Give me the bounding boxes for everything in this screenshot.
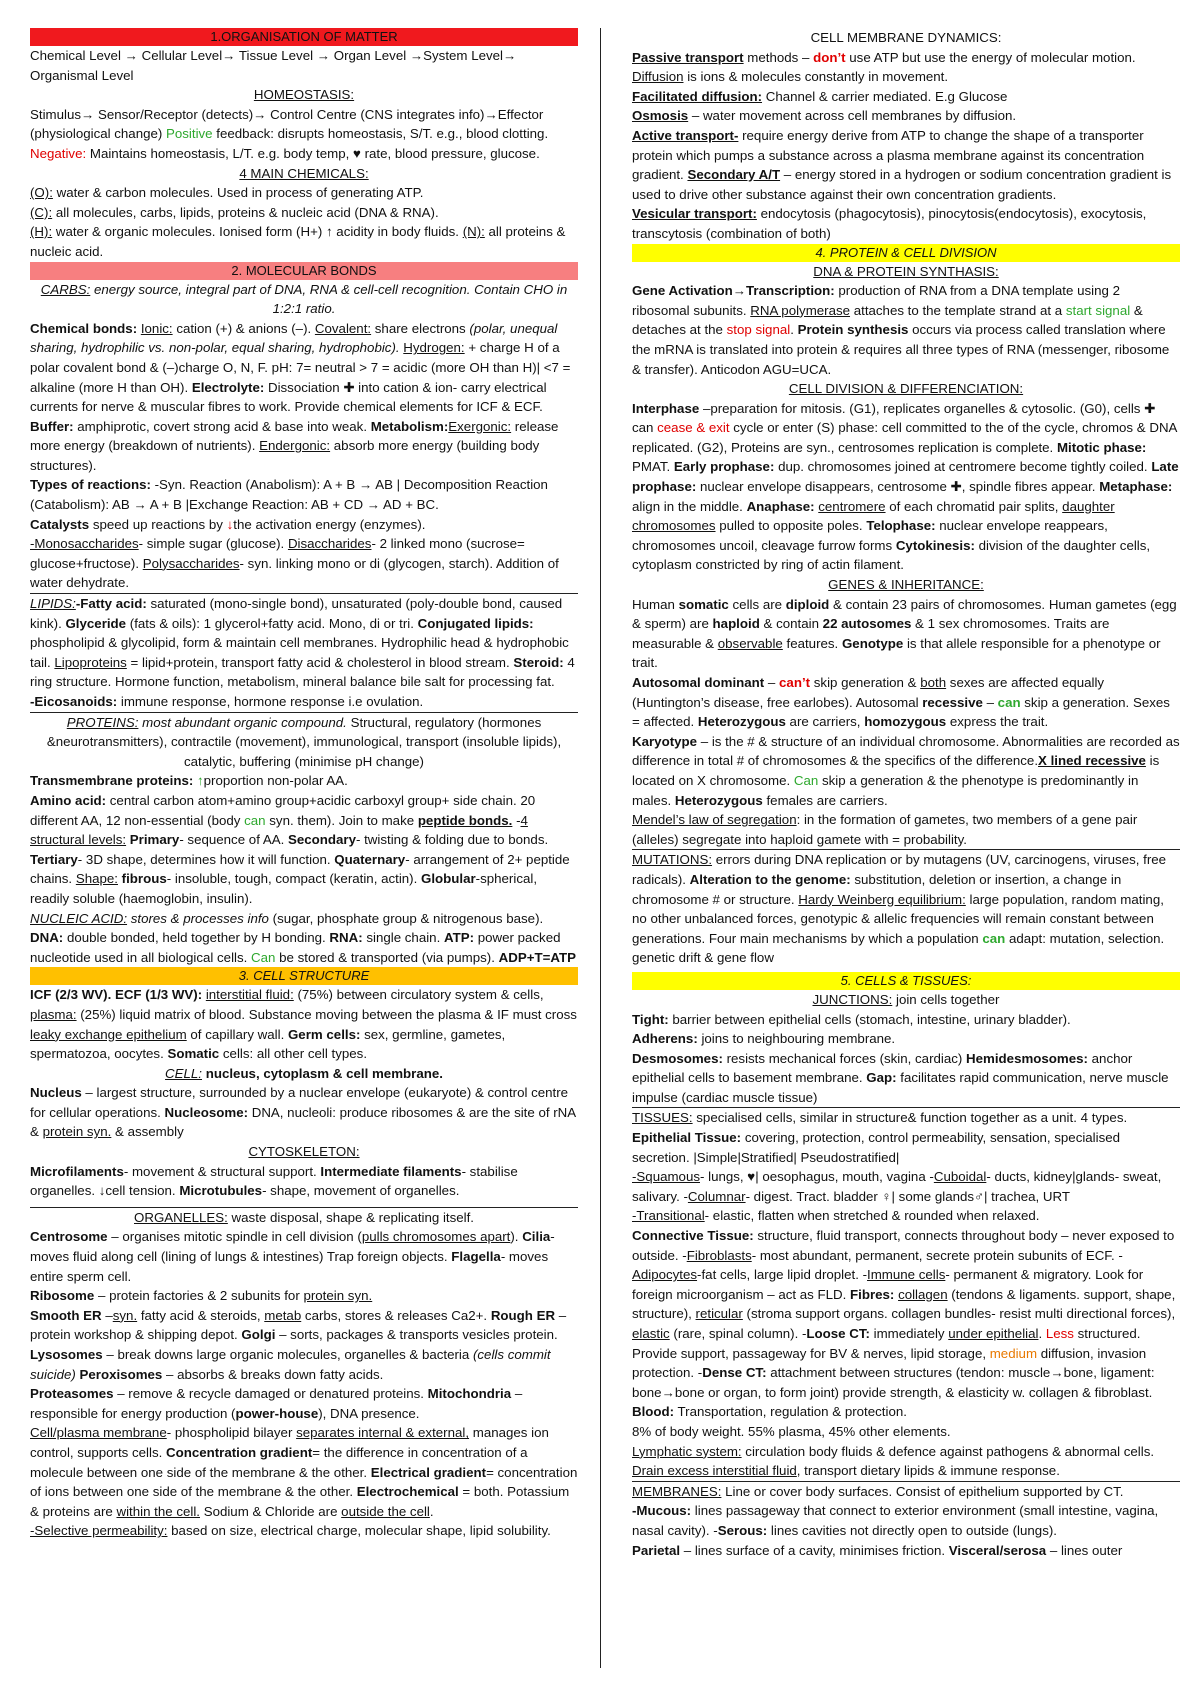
section-heading-molecular-bonds: 2. MOLECULAR BONDS: [30, 262, 578, 280]
cytoskeleton-paragraph: Microfilaments- movement & structural support. Intermediate filaments- stabilise organelles. ↓cell tension. Microtubules- shape, movement of organelles.: [30, 1163, 518, 1199]
cell-heading: CELL: nucleus, cytoplasm & cell membrane.: [165, 1065, 443, 1081]
right-column: [632, 28, 1180, 1560]
homeostasis-paragraph: Stimulus→ Sensor/Receptor (detects)→ Control Centre (CNS integrates info)→Effector (physiological change) Positive feedback: disrupts homeostasis, S/T. e.g., blood clotting. Negative: Maintains homeostasis, L/T. e.g. body temp, ♥ rate, blood pressure, glucose.: [30, 106, 549, 161]
organelles-paragraph: Centrosome – organises mitotic spindle in cell division (pulls chromosomes apart). Cilia- moves fluid along cell (lining of lungs & intestines) Trap foreign objects. Flagella- moves entire sperm cell. Ribosome – protein factories & 2 subunits for protein syn. Smooth ER –syn. fatty acid & steroids, metab carbs, stores & releases Ca2+. Rough ER – protein workshop & shipping depot. Golgi – sorts, packages & transports vesicles protein. Lysosomes – break downs large organic molecules, organelles & bacteria (cells commit suicide) Peroxisomes – absorbs & breaks down fatty acids. Proteasomes – remove & recycle damaged or denatured proteins. Mitochondria – responsible for energy production (power-house), DNA presence. Cell/plasma membrane- phospholipid bilayer separates internal & external, manages ion control, supports cells. Concentration gradient= the difference in concentration of a molecule between one side of the membrane & the other. Electrical gradient= concentration of ions between one side of the membrane & the other. Electrochemical = both. Potassium & proteins are within the cell. Sodium & Chloride are outside the cell. -Selective permeability: based on size, electrical charge, molecular shape, lipid solubility.: [30, 1229, 578, 1539]
carbs-paragraph: CARBS: energy source, integral part of DNA, RNA & cell-cell recognition. Contain CHO in 1:2:1 ratio.: [40, 281, 568, 317]
homeostasis-heading: HOMEOSTASIS:: [253, 87, 355, 103]
proteins-intro: PROTEINS: most abundant organic compound. Structural, regulatory (hormones &neurotransmitters), contractile (movement), immunological, transport (insoluble lipids), catalytic, buffering (minimise pH change): [46, 714, 562, 769]
junctions-paragraph: Tight: barrier between epithelial cells (stomach, intestine, urinary bladder). Adherens: joins to neighbouring membrane. Desmosomes: resists mechanical forces (skin, cardiac) Hemidesmosomes: anchor epithelial cells to basement membrane. Gap: facilitates rapid communication, nerve muscle impulse (cardiac muscle tissue): [632, 1011, 1169, 1105]
cell-division-heading: CELL DIVISION & DIFFERENCIATION:: [788, 381, 1024, 397]
cell-structure-paragraph: ICF (2/3 WV). ECF (1/3 WV): interstitial fluid: (75%) between circulatory system & cells, plasma: (25%) liquid matrix of blood. Substance moving between the plasma & IF must cross leaky exchange epithelium of capillary wall. Germ cells: sex, germline, gametes, spermatozoa, oocytes. Somatic cells: all other cell types.: [30, 987, 577, 1062]
genes-paragraph: Human somatic cells are diploid & contain 23 pairs of chromosomes. Human gametes (egg & sperm) are haploid & contain 22 autosomes & 1 sex chromosomes. Traits are measurable & observable features. Genotype is that allele responsible for a phenotype or trait. Autosomal dominant – can’t skip generation & both sexes are affected equally (Huntington’s disease, free earlobes). Autosomal recessive – can skip a generation. Sexes = affected. Heterozygous are carriers, homozygous express the trait. Karyotype – is the # & structure of an individual chromosome. Abnormalities are recorded as difference in total # of chromosomes & the specifics of the difference.X lined recessive is located on X chromosome. Can skip a generation & the phenotype is predominantly in males. Heterozygous females are carriers. Mendel’s law of segregation: in the formation of gametes, two members of a gene pair (alleles) segregate into haploid gamete with = probability.: [632, 596, 1180, 847]
organisation-levels: Chemical Level → Cellular Level→ Tissue Level → Organ Level →System Level→ Organismal Level: [30, 48, 517, 83]
lipids-block: [30, 593, 578, 712]
main-chemicals-heading: 4 MAIN CHEMICALS:: [239, 165, 369, 181]
membranes-block: [632, 1481, 1180, 1560]
section-heading-cell-structure: 3. CELL STRUCTURE: [30, 967, 578, 985]
tissues-paragraph: TISSUES: specialised cells, similar in structure& function together as a unit. 4 types. Epithelial Tissue: covering, protection, control permeability, sensation, specialised secretion. |Simple|Stratified| Pseudostratified| -Squamous- lungs, ♥| oesophagus, mouth, vagina -Cuboidal- ducts, kidney|glands- sweat, salivary. -Columnar- digest. Tract. bladder ♀| some glands♂| trachea, URT -Transitional- elastic, flatten when stretched & rounded when relaxed. Connective Tissue: structure, fluid transport, connects throughout body – never exposed to outside. -Fibroblasts- most abundant, permanent, secrete protein subunits of ECF. -Adipocytes-fat cells, large lipid droplet. -Immune cells- permanent & migratory. Look for foreign microorganism – act as FLD. Fibres: collagen (tendons & ligaments. support, shape, structure), reticular (stroma support organs. collagen bundles- resist multi directional forces), elastic (rare, spinal column). -Loose CT: immediately under epithelial. Less structured. Provide support, passageway for BV & nerves, lipid storage, medium diffusion, invasion protection. -Dense CT: attachment between structures (tendon: muscle→bone, ligament: bone→bone or organ, to form joint) provide strength, & elasticity w. collagen & fibroblast. Blood: Transportation, regulation & protection. 8% of body weight. 55% plasma, 45% other elements. Lymphatic system: circulation body fluids & defence against pathogens & abnormal cells. Drain excess interstitial fluid, transport dietary lipids & immune response.: [632, 1110, 1176, 1479]
dna-synthesis-paragraph: Gene Activation→Transcription: production of RNA from a DNA template using 2 ribosomal subunits. RNA polymerase attaches to the template strand at a start signal & detaches at the stop signal. Protein synthesis occurs via process called translation where the mRNA is translated into protein & requires all three types of RNA (messenger, ribosome & transfer). Anticodon AGU=UCA.: [632, 283, 1170, 377]
cell-division-paragraph: Interphase –preparation for mitosis. (G1), replicates organelles & cytosolic. (G0), cells ✚ can cease & exit cycle or enter (S) phase: cell committed to the of the cycle, chromos & DNA replicated. (G2), Proteins are syn., centrosomes replication is complete. Mitotic phase: PMAT. Early prophase: dup. chromosomes joined at centromere become tightly coiled. Late prophase: nuclear envelope disappears, centrosome ✚, spindle fibres appear. Metaphase: align in the middle. Anaphase: centromere of each chromatid pair splits, daughter chromosomes pulled to opposite poles. Telophase: nuclear envelope reappears, chromosomes uncoil, cleavage furrow forms Cytokinesis: division of the daughter cells, cytoplasm constricted by ring of actin filament.: [632, 400, 1179, 573]
organelles-block: [30, 1207, 578, 1541]
section-heading-cells-tissues: 5. CELLS & TISSUES:: [632, 972, 1180, 990]
proteins-block: [30, 712, 578, 968]
column-divider: [600, 28, 601, 1668]
mutations-block: [632, 849, 1180, 968]
organelles-heading: ORGANELLES: waste disposal, shape & replicating itself.: [134, 1209, 474, 1225]
chemical-bonds-paragraph: Chemical bonds: Ionic: cation (+) & anions (–). Covalent: share electrons (polar, unequal sharing, hydrophilic vs. non-polar, equal sharing, hydrophobic). Hydrogen: + charge H of a polar covalent bond & (–)charge O, N, F. pH: 7= neutral > 7 = acidic (more OH than H)| <7 = alkaline (more H than OH). Electrolyte: Dissociation ✚ into cation & ion- carry electrical currents for nerve & muscular fibres to work. Provide chemical elements for ICF & ECF. Buffer: amphiprotic, covert strong acid & base into weak. Metabolism:Exergonic: release more energy (breakdown of nutrients). Endergonic: absorb more energy (building body structures). Types of reactions: -Syn. Reaction (Anabolism): A + B → AB | Decomposition Reaction (Catabolism): AB → A + B |Exchange Reaction: AB + CD → AD + BC. Catalysts speed up reactions by ↓the activation energy (enzymes). -Monosaccharides- simple sugar (glucose). Disaccharides- 2 linked mono (sucrose= glucose+fructose). Polysaccharides- syn. linking mono or di (glycogen, starch). Addition of water dehydrate.: [30, 320, 571, 591]
membrane-dynamics-paragraph: Passive transport methods – don’t use ATP but use the energy of molecular motion. Diffusion is ions & molecules constantly in movement. Facilitated diffusion: Channel & carrier mediated. E.g Glucose Osmosis – water movement across cell membranes by diffusion. Active transport- require energy derive from ATP to change the shape of a transporter protein which pumps a substance across a plasma membrane against its concentration gradient. Secondary A/T – energy stored in a hydrogen or sodium concentration gradient is used to drive other substance against their own concentration gradients. Vesicular transport: endocytosis (phagocytosis), pinocytosis(endocytosis), exocytosis, transcytosis (combination of both): [632, 49, 1172, 241]
mutations-paragraph: MUTATIONS: errors during DNA replication or by mutagens (UV, carcinogens, viruses, free radicals). Alteration to the genome: substitution, deletion or insertion, a change in chromosome # or structure. Hardy Weinberg equilibrium: large population, random mating, no other unbalanced forces, genotypic & allelic frequencies will remain constant between generations. Four main mechanisms by which a population can adapt: mutation, selection. genetic drift & gene flow: [632, 852, 1167, 966]
chemicals-paragraph: (O): water & carbon molecules. Used in process of generating ATP. (C): all molecules, carbs, lipids, proteins & nucleic acid (DNA & RNA). (H): water & organic molecules. Ionised form (H+) ↑ acidity in body fluids. (N): all proteins & nucleic acid.: [30, 185, 566, 259]
lipids-paragraph: LIPIDS:-Fatty acid: saturated (mono-single bond), unsaturated (poly-double bond, caused kink). Glyceride (fats & oils): 1 glycerol+fatty acid. Mono, di or tri. Conjugated lipids: phospholipid & glycolipid, form & maintain cell membranes. Hydrophilic head & hydrophobic tail. Lipoproteins = lipid+protein, transport fatty acid & cholesterol in blood stream. Steroid: 4 ring structure. Hormone function, metabolism, mineral balance bile salt for processing fat. -Eicosanoids: immune response, hormone response i.e ovulation.: [30, 596, 575, 709]
genes-heading: GENES & INHERITANCE:: [828, 577, 984, 593]
proteins-paragraph: Transmembrane proteins: ↑proportion non-polar AA. Amino acid: central carbon atom+amino group+acidic carboxyl group+ side chain. 20 different AA, 12 non-essential (body can syn. them). Join to make peptide bonds. -4 structural levels: Primary- sequence of AA. Secondary- twisting & folding due to bonds. Tertiary- 3D shape, determines how it will function. Quaternary- arrangement of 2+ peptide chains. Shape: fibrous- insoluble, tough, compact (keratin, actin). Globular-spherical, readily soluble (haemoglobin, insulin). NUCLEIC ACID: stores & processes info (sugar, phosphate group & nitrogenous base). DNA: double bonded, held together by H bonding. RNA: single chain. ATP: power packed nucleotide used in all biological cells. Can be stored & transported (via pumps). ADP+T=ATP: [30, 773, 576, 965]
membranes-paragraph: MEMBRANES: Line or cover body surfaces. Consist of epithelium supported by CT. -Mucous: lines passageway that connect to exterior environment (small intestine, vagina, nasal cavity). -Serous: lines cavities not directly open to outside (lungs). Parietal – lines surface of a cavity, minimises friction. Visceral/serosa – lines outer: [632, 1483, 1159, 1558]
junctions-heading: JUNCTIONS: join cells together: [812, 991, 1000, 1007]
tissues-block: [632, 1107, 1180, 1480]
dna-synthesis-heading: DNA & PROTEIN SYNTHASIS:: [813, 263, 999, 279]
membrane-dynamics-heading: CELL MEMBRANE DYNAMICS:: [810, 30, 1002, 45]
section-heading-organisation-of-matter: 1.ORGANISATION OF MATTER: [30, 28, 578, 46]
left-column: [30, 28, 578, 1541]
cytoskeleton-heading: CYTOSKELETON:: [248, 1144, 360, 1160]
section-heading-protein-cell-division: 4. PROTEIN & CELL DIVISION: [632, 244, 1180, 262]
nucleus-paragraph: Nucleus – largest structure, surrounded by a nuclear envelope (eukaryote) & control centre for cellular operations. Nucleosome: DNA, nucleoli: produce ribosomes & are the site of rNA & protein syn. & assembly: [30, 1085, 576, 1140]
